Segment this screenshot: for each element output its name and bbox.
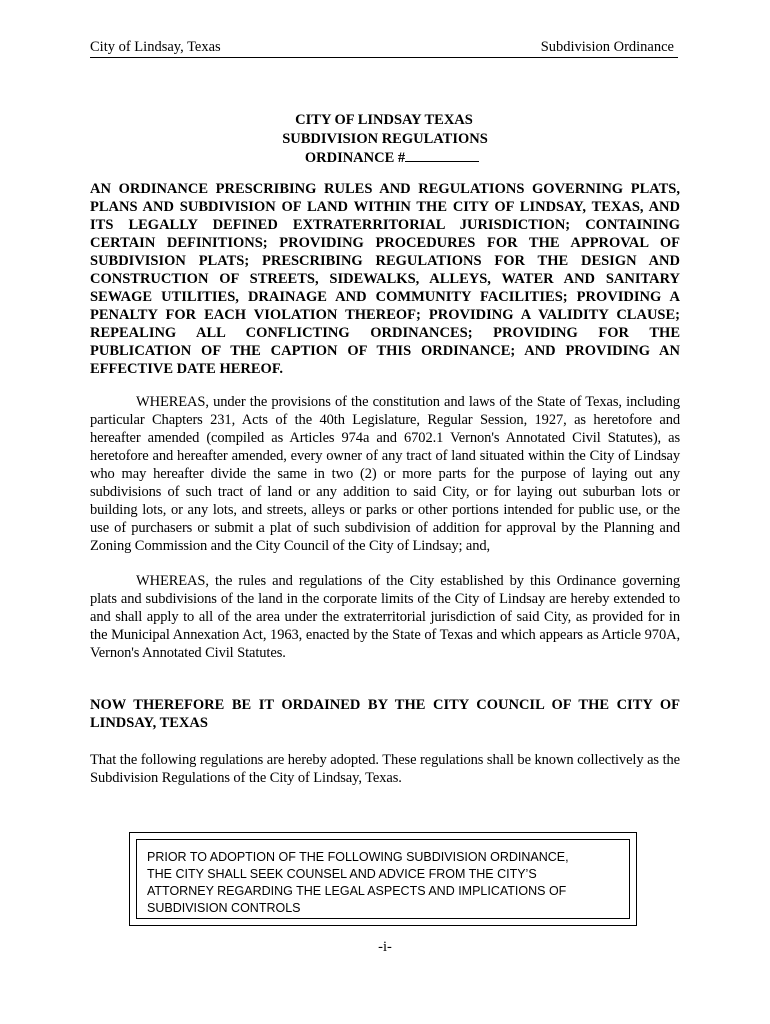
ordinance-number-blank: [405, 148, 479, 162]
title-regulations: SUBDIVISION REGULATIONS: [282, 130, 488, 147]
notice-text: [147, 849, 619, 917]
header-city: City of Lindsay, Texas: [90, 39, 221, 55]
header-document: Subdivision Ordinance: [540, 39, 674, 55]
notice-line: ATTORNEY REGARDING THE LEGAL ASPECTS AND IMPLICATIONS OF: [147, 884, 567, 898]
enacting-clause: NOW THEREFORE BE IT ORDAINED BY THE CITY COUNCIL OF THE CITY OF LINDSAY, TEXAS: [90, 697, 680, 731]
page-number: -i-: [378, 939, 392, 955]
ordinance-label: ORDINANCE #: [304, 150, 406, 166]
notice-line: THE CITY SHALL SEEK COUNSEL AND ADVICE FROM THE CITY’S: [147, 867, 537, 881]
notice-line: SUBDIVISION CONTROLS: [147, 901, 301, 915]
title-city: CITY OF LINDSAY TEXAS: [295, 112, 473, 128]
whereas-paragraph-1: WHEREAS, under the provisions of the constitution and laws of the State of Texas, including particular Chapters 231, Acts of the 40th Legislature, Regular Session, 1927, as heretofore and hereafter amended (compiled as Articles 974a and 6702.1 Vernon's Annotated Civil Statutes), as heretofore and hereafter amended, every owner of any tract of land situated within the City of Lindsay who may hereafter divide the same in two (2) or more parts for the purpose of laying out any subdivisions of such tract of land or any addition to said City, or for laying out suburban lots or building lots, or any lots, and streets, alleys or parks or other portions intended for public use, or the use of purchasers or submit a plat of such subdivision of addition for approval by the Planning and Zoning Commission and the City Council of the City of Lindsay; and,: [90, 394, 680, 554]
whereas-paragraph-2: WHEREAS, the rules and regulations of the City established by this Ordinance governing plats and subdivisions of the land in the corporate limits of the City of Lindsay are hereby extended to and shall apply to all of the area under the extraterritorial jurisdiction of said City, as provided for in the Municipal Annexation Act, 1963, enacted by the State of Texas and which appears as Article 970A, Vernon's Annotated Civil Statutes.: [90, 573, 680, 661]
running-header: [90, 38, 678, 58]
notice-line: PRIOR TO ADOPTION OF THE FOLLOWING SUBDIVISION ORDINANCE,: [147, 850, 569, 864]
ordinance-caption: AN ORDINANCE PRESCRIBING RULES AND REGULATIONS GOVERNING PLATS, PLANS AND SUBDIVISION OF LAND WITHIN THE CITY OF LINDSAY, TEXAS, AND ITS LEGALLY DEFINED EXTRATERRITORIAL JURISDICTION; CONTAINING CERTAIN DEFINITIONS; PROVIDING PROCEDURES FOR THE APPROVAL OF SUBDIVISION PLATS; PRESCRIBING REGULATIONS FOR THE DESIGN AND CONSTRUCTION OF STREETS, SIDEWALKS, ALLEYS, WATER AND SANITARY SEWAGE UTILITIES, DRAINAGE AND COMMUNITY FACILITIES; PROVIDING A PENALTY FOR EACH VIOLATION THEREOF; PROVIDING A VALIDITY CLAUSE; REPEALING ALL CONFLICTING ORDINANCES; PROVIDING FOR THE PUBLICATION OF THE CAPTION OF THIS ORDINANCE; AND PROVIDING AN EFFECTIVE DATE HEREOF.: [90, 181, 680, 377]
adoption-paragraph: That the following regulations are hereby adopted. These regulations shall be known collectively as the Subdivision Regulations of the City of Lindsay, Texas.: [90, 752, 680, 786]
notice-box-inner: [136, 839, 630, 919]
notice-box: [129, 832, 637, 926]
title-ordinance-number: [7, 148, 770, 168]
document-title: [0, 111, 770, 168]
